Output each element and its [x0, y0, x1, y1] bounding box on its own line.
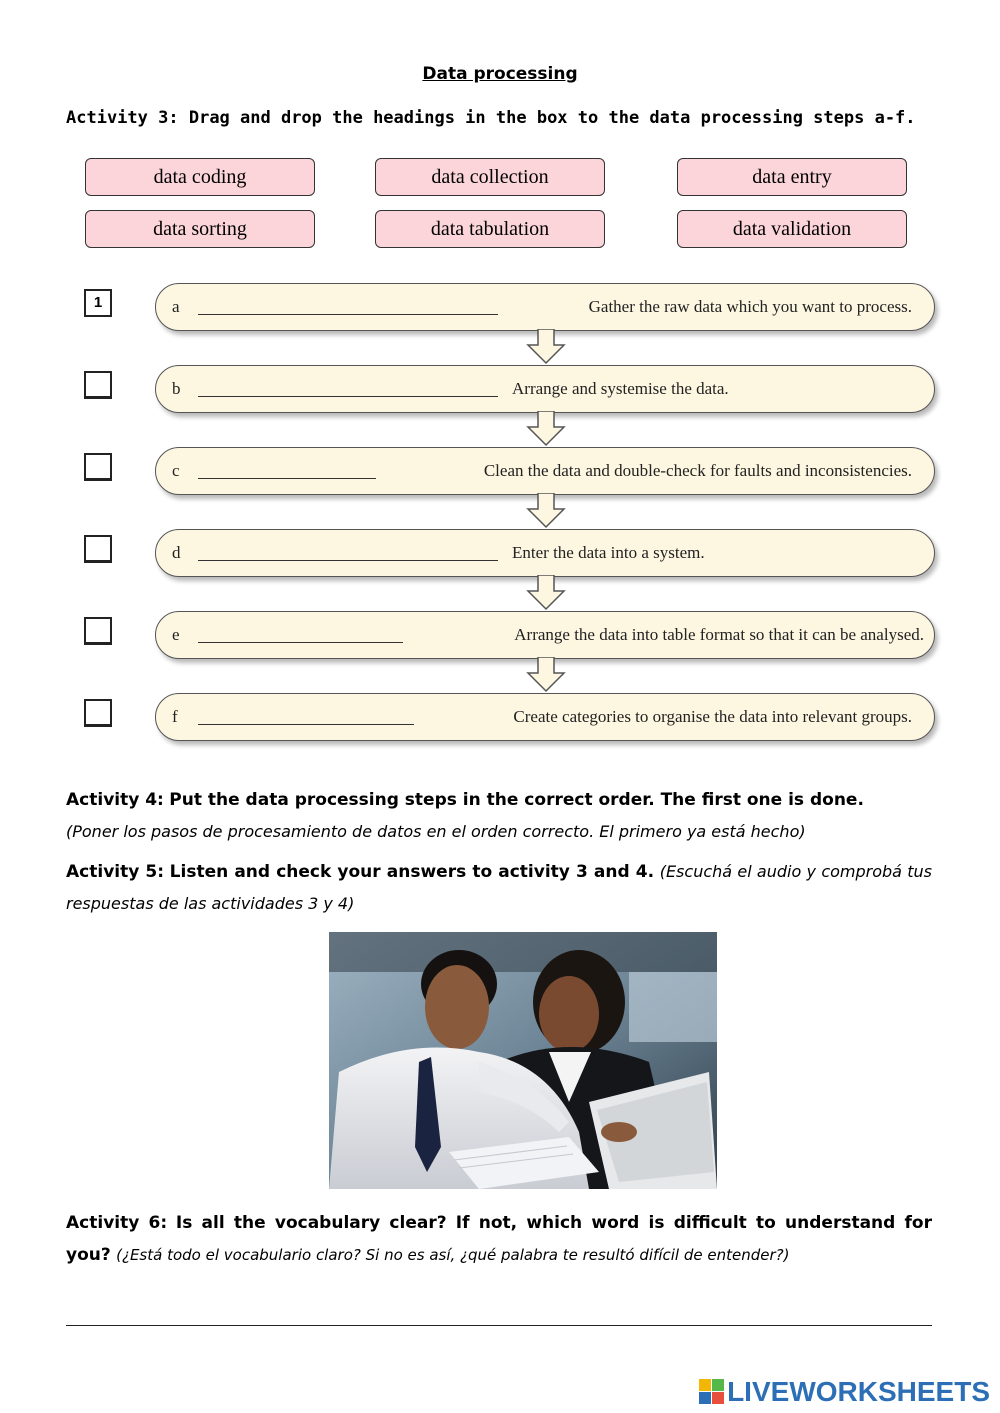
step-pill: [155, 693, 935, 741]
heading-chip[interactable]: data sorting: [85, 210, 315, 248]
activity-3-text: Drag and drop the headings in the box to the data processing steps a-f.: [188, 108, 916, 128]
step-pill: [155, 283, 935, 331]
step-pill: [155, 611, 935, 659]
drop-target[interactable]: [198, 724, 414, 725]
activity-6-translation: (¿Está todo el vocabulario claro? Si no es así, ¿qué palabra te resultó difícil de entender?): [116, 1246, 790, 1264]
step-text: Arrange and systemise the data.: [512, 379, 729, 398]
heading-chip[interactable]: data tabulation: [375, 210, 605, 248]
step-row-a: [0, 283, 1000, 335]
activity-5-text: Listen and check your answers to activity 3 and 4.: [169, 862, 655, 882]
activity-4-translation: (Poner los pasos de procesamiento de datos en el orden correcto. El primero ya está hecho): [66, 822, 806, 841]
brand-name: LIVEWORKSHEETS: [727, 1376, 990, 1407]
step-row-d: [0, 529, 1000, 581]
step-letter: d: [172, 543, 181, 562]
activity-3-label: Activity 3:: [66, 108, 179, 128]
step-letter: e: [172, 625, 180, 644]
activity-6-label: Activity 6:: [66, 1213, 168, 1233]
order-box[interactable]: [84, 699, 112, 727]
heading-chip[interactable]: data collection: [375, 158, 605, 196]
order-box[interactable]: [84, 371, 112, 399]
step-letter: a: [172, 297, 180, 316]
heading-chip[interactable]: data validation: [677, 210, 907, 248]
step-text: Clean the data and double-check for faults and inconsistencies.: [483, 461, 912, 480]
activity-4-text: Put the data processing steps in the correct order. The first one is done.: [169, 790, 864, 810]
heading-chip[interactable]: data entry: [677, 158, 907, 196]
heading-chip[interactable]: data coding: [85, 158, 315, 196]
step-letter: b: [172, 379, 181, 398]
drop-target[interactable]: [198, 396, 498, 397]
step-row-f: [0, 693, 1000, 745]
activity-5-label: Activity 5:: [66, 862, 165, 882]
step-pill: [155, 529, 935, 577]
liveworksheets-logo-icon: [699, 1379, 725, 1405]
order-box[interactable]: 1: [84, 289, 112, 317]
page-title: Data processing: [422, 64, 578, 84]
activity-6-instruction: [66, 1207, 932, 1271]
step-text: Create categories to organise the data into relevant groups.: [513, 707, 912, 726]
activity-5-instruction: [66, 856, 932, 920]
step-text: Enter the data into a system.: [512, 543, 705, 562]
order-box[interactable]: [84, 617, 112, 645]
activity-5-translation: (Escuchá el audio y comprobá tus respuestas de las actividades 3 y 4): [66, 862, 933, 913]
step-row-b: [0, 365, 1000, 417]
step-letter: c: [172, 461, 180, 480]
step-pill: [155, 447, 935, 495]
order-box[interactable]: [84, 535, 112, 563]
step-text: Arrange the data into table format so that it can be analysed.: [514, 625, 924, 644]
activity-6-text: Is all the vocabulary clear? If not, which word is difficult to understand for you?: [66, 1213, 932, 1265]
step-text: Gather the raw data which you want to process.: [588, 297, 912, 316]
drop-target[interactable]: [198, 478, 376, 479]
step-letter: f: [172, 707, 178, 726]
office-photo: [329, 932, 717, 1189]
step-pill: [155, 365, 935, 413]
drop-target[interactable]: [198, 560, 498, 561]
answer-line[interactable]: [66, 1325, 932, 1326]
order-box[interactable]: [84, 453, 112, 481]
step-row-e: [0, 611, 1000, 663]
brand-logo: [699, 1376, 990, 1408]
activity-4-label: Activity 4:: [66, 790, 164, 810]
drop-target[interactable]: [198, 642, 403, 643]
activity-3-instruction: [66, 102, 932, 134]
activity-4-instruction: [66, 784, 932, 848]
drop-target[interactable]: [198, 314, 498, 315]
step-row-c: [0, 447, 1000, 499]
